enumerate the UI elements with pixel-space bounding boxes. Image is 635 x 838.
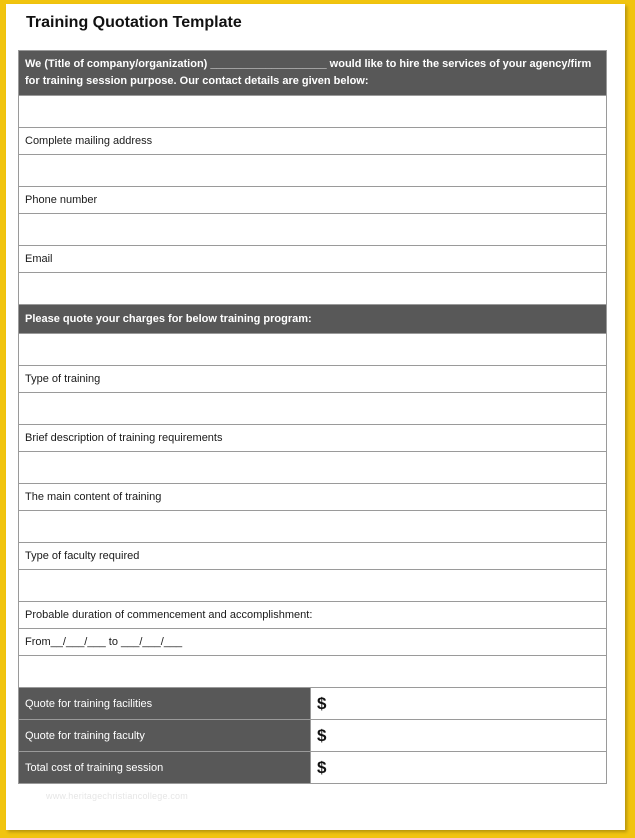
phone-number-label-row <box>19 187 607 214</box>
watermark-text: www.heritagechristiancollege.com <box>46 791 188 801</box>
training-type-label-row <box>19 366 607 393</box>
mailing-address-field[interactable] <box>19 155 607 187</box>
intro-header-text: We (Title of company/organization) ___________________ would like to hire the services of your agency/firm for training session purpose. Our contact details are given below: <box>19 51 607 96</box>
program-header-row <box>19 305 607 334</box>
duration-blank-row <box>19 656 607 688</box>
email-label: Email <box>19 246 607 273</box>
main-content-field[interactable] <box>19 511 607 543</box>
total-cost-row <box>19 752 607 784</box>
duration-blank-field[interactable] <box>19 656 607 688</box>
faculty-type-field[interactable] <box>19 570 607 602</box>
training-type-label: Type of training <box>19 366 607 393</box>
date-range-field[interactable]: From__/___/___ to ___/___/___ <box>19 629 607 656</box>
phone-number-field[interactable] <box>19 214 607 246</box>
intro-header-row <box>19 51 607 96</box>
program-blank-field[interactable] <box>19 334 607 366</box>
quote-faculty-row <box>19 720 607 752</box>
program-header-text: Please quote your charges for below training program: <box>19 305 607 334</box>
phone-number-label: Phone number <box>19 187 607 214</box>
program-blank-row <box>19 334 607 366</box>
email-label-row <box>19 246 607 273</box>
total-cost-amount[interactable]: $ <box>311 752 607 784</box>
mailing-address-blank-row <box>19 155 607 187</box>
quote-facilities-label: Quote for training facilities <box>19 688 311 720</box>
training-type-blank-row <box>19 393 607 425</box>
page-title: Training Quotation Template <box>26 14 242 31</box>
faculty-type-label-row <box>19 543 607 570</box>
total-cost-label: Total cost of training session <box>19 752 311 784</box>
quote-faculty-amount[interactable]: $ <box>311 720 607 752</box>
faculty-type-blank-row <box>19 570 607 602</box>
document-page <box>6 4 625 830</box>
duration-label: Probable duration of commencement and accomplishment: <box>19 602 607 629</box>
requirements-label: Brief description of training requirements <box>19 425 607 452</box>
requirements-blank-row <box>19 452 607 484</box>
phone-number-blank-row <box>19 214 607 246</box>
date-range-row <box>19 629 607 656</box>
quote-faculty-label: Quote for training faculty <box>19 720 311 752</box>
main-content-blank-row <box>19 511 607 543</box>
email-blank-row <box>19 273 607 305</box>
quotation-form-table <box>18 50 607 784</box>
company-name-blank-row <box>19 96 607 128</box>
training-type-field[interactable] <box>19 393 607 425</box>
email-field[interactable] <box>19 273 607 305</box>
duration-label-row <box>19 602 607 629</box>
faculty-type-label: Type of faculty required <box>19 543 607 570</box>
company-name-field[interactable] <box>19 96 607 128</box>
quote-facilities-amount[interactable]: $ <box>311 688 607 720</box>
mailing-address-label-row <box>19 128 607 155</box>
main-content-label: The main content of training <box>19 484 607 511</box>
requirements-field[interactable] <box>19 452 607 484</box>
mailing-address-label: Complete mailing address <box>19 128 607 155</box>
quote-facilities-row <box>19 688 607 720</box>
main-content-label-row <box>19 484 607 511</box>
requirements-label-row <box>19 425 607 452</box>
